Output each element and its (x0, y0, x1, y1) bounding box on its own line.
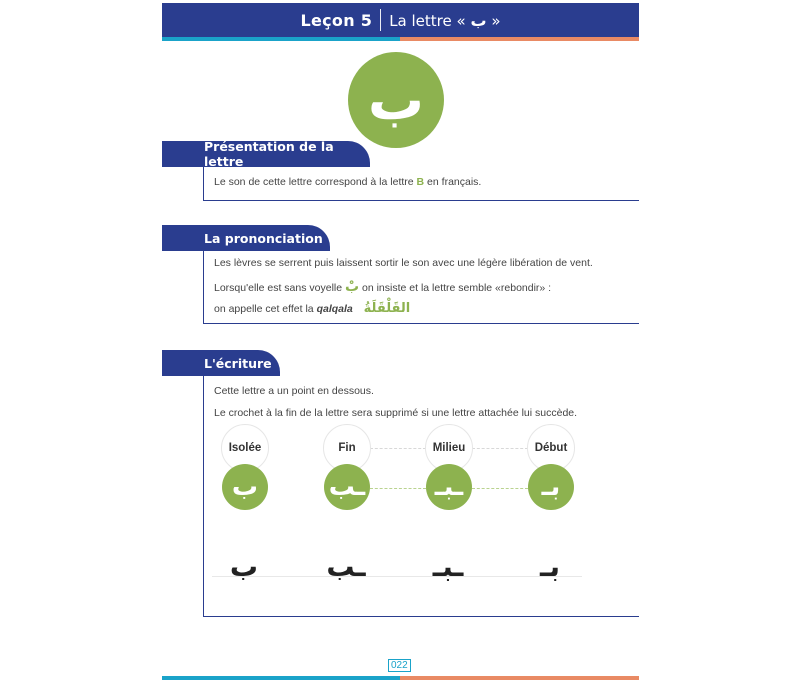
footer-stripe-orange (400, 676, 639, 680)
qalqala-arabic: القَلْقَلَةُ (363, 301, 411, 316)
presentation-text (214, 176, 481, 188)
section-title-writing: L'écriture (162, 350, 280, 376)
writing-line-2: Le crochet à la fin de la lettre sera supprimé si une lettre attachée lui succède. (214, 407, 578, 419)
title-letter: ب (470, 10, 487, 30)
qalqala-term: qalqala (316, 303, 353, 315)
form-label-final: Fin (323, 424, 371, 472)
section-body-presentation (203, 167, 639, 201)
connector-glyphs-1 (370, 488, 426, 489)
pronunciation-line-3 (214, 301, 410, 316)
sukun-letter: بْ (345, 279, 360, 295)
footer-stripe-blue (162, 676, 400, 680)
practice-letter-isolated: ب (229, 550, 259, 583)
section-body-pronunciation (203, 251, 639, 324)
form-glyph-medial: ـبـ (426, 464, 472, 510)
header-stripe-blue (162, 37, 400, 41)
header-stripe-orange (400, 37, 639, 41)
presentation-highlight: B (416, 176, 425, 188)
presentation-text-before: Le son de cette lettre correspond à la lettre (214, 176, 417, 188)
pronunciation-line-3-before: on appelle cet effet la (214, 303, 317, 315)
practice-letter-final: ـب (326, 550, 366, 583)
lesson-title (389, 11, 500, 30)
hero-letter: ب (348, 52, 444, 148)
connector-labels-1 (370, 448, 426, 449)
form-label-initial: Début (527, 424, 575, 472)
form-label-medial: Milieu (425, 424, 473, 472)
practice-letter-medial: ـبـ (432, 550, 464, 583)
form-glyph-final: ـب (324, 464, 370, 510)
page-number: 022 (388, 659, 411, 672)
lesson-header (162, 3, 639, 37)
book-page (162, 0, 639, 683)
form-glyph-isolated: ب (222, 464, 268, 510)
presentation-text-after: en français. (424, 176, 482, 188)
pronunciation-line-2-before: Lorsqu'elle est sans voyelle (214, 282, 345, 294)
title-prefix: La lettre « (389, 11, 466, 30)
pronunciation-line-2 (214, 279, 551, 295)
section-title-pronunciation: La prononciation (162, 225, 330, 251)
pronunciation-line-1: Les lèvres se serrent puis laissent sortir le son avec une légère libération de vent. (214, 257, 593, 269)
connector-glyphs-2 (472, 488, 528, 489)
practice-letter-initial: بـ (539, 550, 561, 583)
section-title-presentation: Présentation de la lettre (162, 141, 370, 167)
section-body-writing (203, 376, 639, 617)
form-glyph-initial: بـ (528, 464, 574, 510)
lesson-number: Leçon 5 (300, 10, 373, 30)
connector-labels-2 (472, 448, 528, 449)
pronunciation-line-2-after: on insiste et la lettre semble «rebondir» : (359, 282, 552, 294)
writing-line-1: Cette lettre a un point en dessous. (214, 385, 374, 397)
practice-baseline (212, 576, 582, 577)
header-separator (380, 9, 381, 31)
title-suffix: » (491, 11, 501, 30)
form-label-isolated: Isolée (221, 424, 269, 472)
